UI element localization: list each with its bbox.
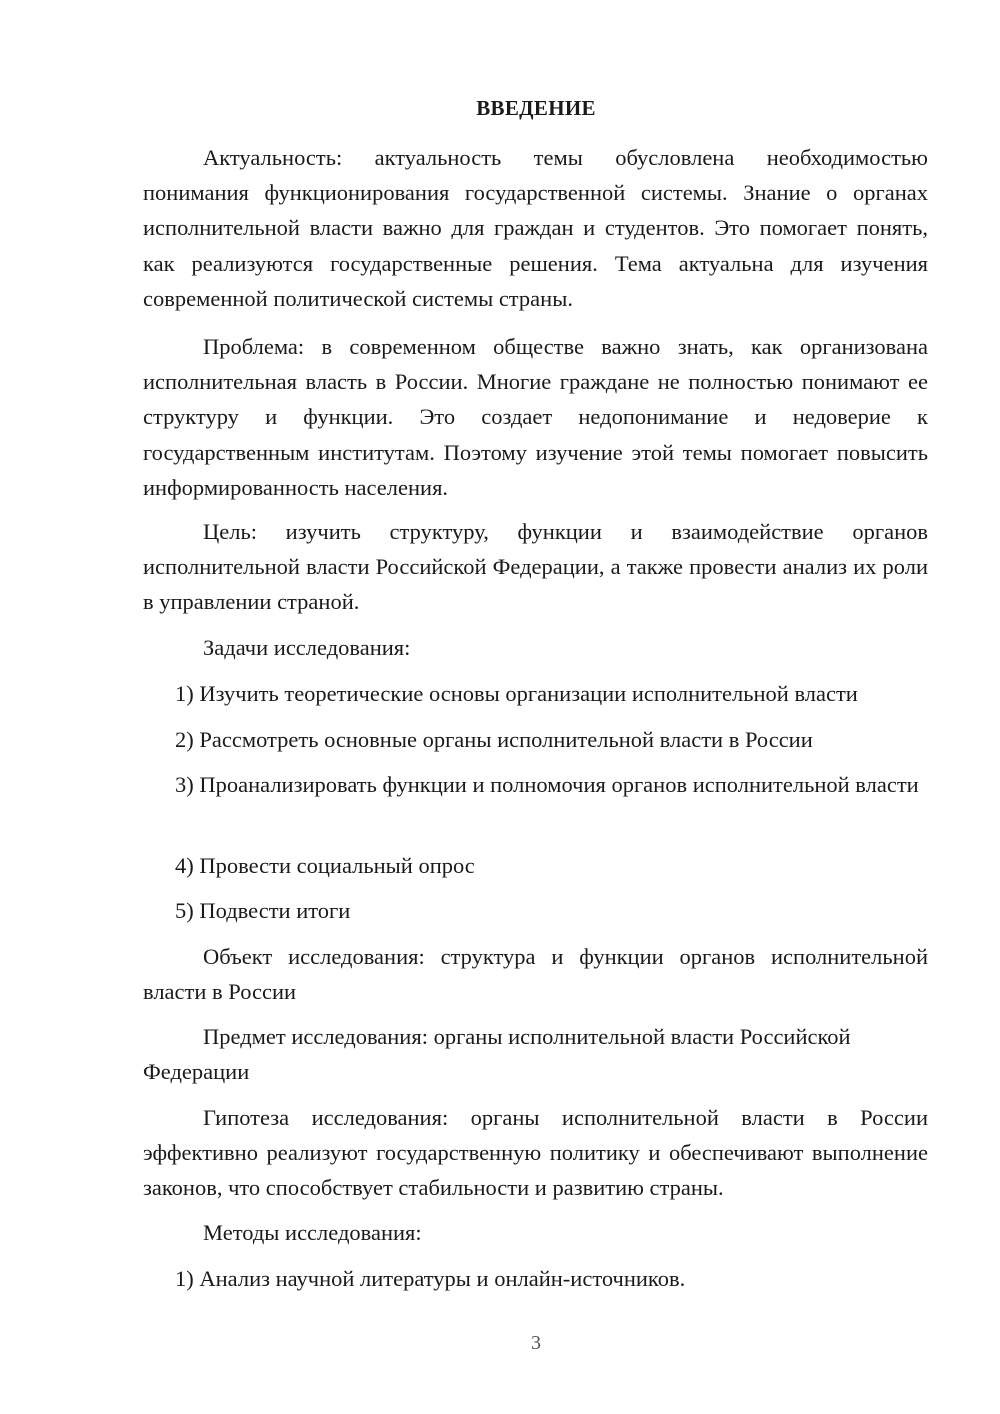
problem-paragraph-block — [143, 329, 928, 505]
hypothesis-paragraph: Гипотеза исследования: органы исполнительной власти в России эффективно реализуют государственную политику и обеспечивают выполнение законов, что способствует стабильности и развитию страны. — [143, 1105, 928, 1201]
relevance-paragraph-block — [143, 140, 928, 316]
subject-paragraph-block — [143, 1019, 928, 1089]
method-item-1-block — [143, 1261, 928, 1296]
goal-paragraph-block — [143, 514, 928, 620]
task-item: 2) Рассмотреть основные органы исполнительной власти в России — [175, 727, 813, 752]
task-item: 1) Изучить теоретические основы организации исполнительной власти — [175, 681, 858, 706]
task-item-5-block — [143, 893, 928, 928]
task-item-1-block — [143, 676, 928, 711]
problem-paragraph: Проблема: в современном обществе важно знать, как организована исполнительная власть в России. Многие граждане не полностью понимают ее структуру и функции. Это создает недопонимание и недоверие к государственным институтам. Поэтому изучение этой темы помогает повысить информированность населения. — [143, 334, 928, 500]
object-paragraph-block — [143, 939, 928, 1009]
task-item: 3) Проанализировать функции и полномочия органов исполнительной власти — [175, 772, 919, 797]
relevance-paragraph: Актуальность: актуальность темы обусловлена необходимостью понимания функционирования государственной системы. Знание о органах исполнительной власти важно для граждан и студентов. Это помогает понять, как реализуются государственные решения. Тема актуальна для изучения современной политической системы страны. — [143, 145, 928, 311]
task-item-4-block — [143, 848, 928, 883]
task-item: 5) Подвести итоги — [175, 898, 351, 923]
hypothesis-paragraph-block — [143, 1100, 928, 1206]
page-title: ВВЕДЕНИЕ — [476, 96, 596, 120]
goal-paragraph: Цель: изучить структуру, функции и взаимодействие органов исполнительной власти Российской Федерации, а также провести анализ их роли в управлении страной. — [143, 519, 928, 615]
tasks-title: Задачи исследования: — [203, 635, 411, 660]
task-item: 4) Провести социальный опрос — [175, 853, 475, 878]
subject-paragraph: Предмет исследования: органы исполнительной власти Российской Федерации — [143, 1024, 851, 1085]
task-item-2-block — [143, 722, 928, 757]
task-item-3-block — [143, 767, 928, 802]
page-number: 3 — [531, 1332, 541, 1354]
methods-title-block — [143, 1215, 928, 1250]
tasks-title-block — [143, 630, 928, 665]
method-item: 1) Анализ научной литературы и онлайн-источников. — [175, 1266, 686, 1291]
methods-title: Методы исследования: — [203, 1220, 422, 1245]
object-paragraph: Объект исследования: структура и функции органов исполнительной власти в России — [143, 944, 928, 1005]
